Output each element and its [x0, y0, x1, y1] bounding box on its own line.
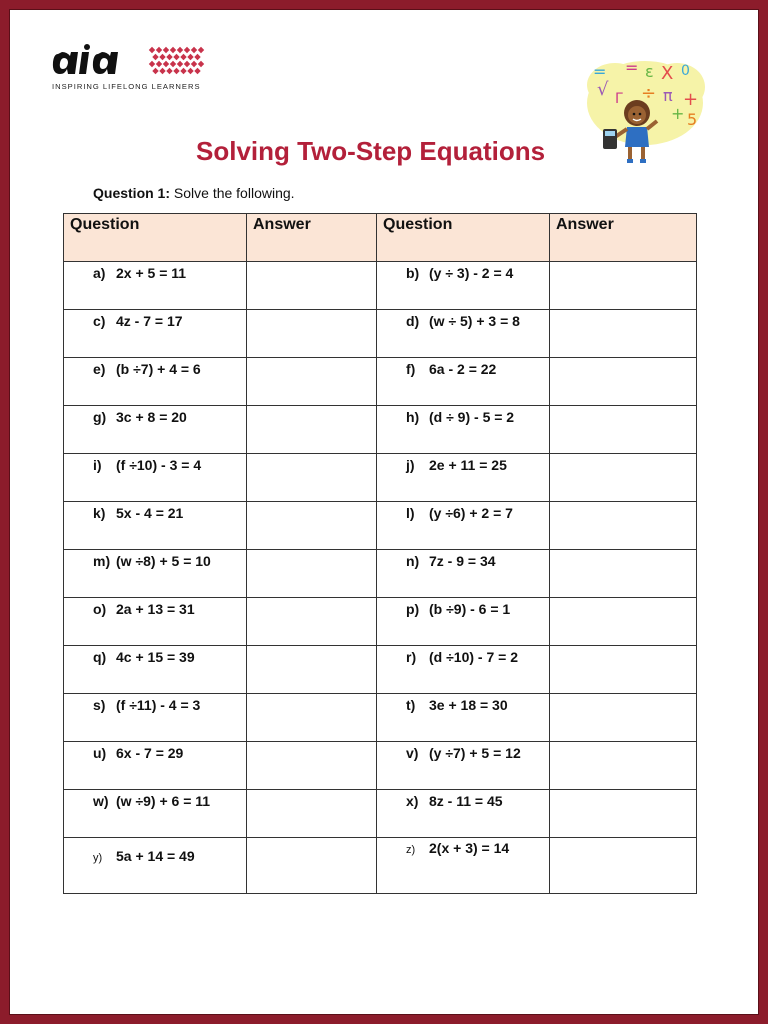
question-cell-right: [377, 742, 550, 790]
question-label: z): [406, 844, 416, 856]
logo-wordmark: [52, 44, 144, 82]
answer-cell-right[interactable]: [550, 598, 697, 646]
table-row: [64, 550, 697, 598]
table-row: [64, 502, 697, 550]
math-girl-clipart-icon: [585, 55, 707, 167]
question-cell-left: [64, 694, 247, 742]
question-cell-left: [64, 598, 247, 646]
question-label: e): [93, 361, 106, 377]
table-row: [64, 646, 697, 694]
answer-cell-left[interactable]: [247, 502, 377, 550]
equation-text: 3c + 8 = 20: [116, 409, 187, 425]
equation-text: 2(x + 3) = 14: [429, 840, 510, 856]
logo-diamond: [180, 54, 186, 60]
equation-text: (w ÷ 5) + 3 = 8: [429, 313, 520, 329]
logo-diamond: [177, 61, 183, 67]
equation: [64, 406, 246, 425]
question-cell-right: [377, 598, 550, 646]
logo-diamond: [187, 68, 193, 74]
equation-text: 2e + 11 = 25: [429, 457, 507, 473]
equation: [377, 646, 549, 665]
equations-table: [63, 213, 697, 894]
logo-diamond: [173, 68, 179, 74]
svg-text:ε: ε: [645, 62, 654, 81]
logo-diamond: [184, 61, 190, 67]
equation: [64, 742, 246, 761]
logo-diamond: [163, 47, 169, 53]
svg-text:=: =: [593, 62, 607, 81]
page-title-text: Solving Two-Step Equations: [196, 136, 546, 166]
equation: [377, 502, 549, 521]
equation-text: (y ÷7) + 5 = 12: [429, 745, 521, 761]
question-cell-right: [377, 550, 550, 598]
table-row: [64, 742, 697, 790]
question-cell-left: [64, 838, 247, 894]
answer-cell-right[interactable]: [550, 406, 697, 454]
question-cell-right: [377, 790, 550, 838]
answer-cell-left[interactable]: [247, 358, 377, 406]
logo-aia-glyphs: [52, 44, 144, 78]
equation-text: (f ÷11) - 4 = 3: [116, 697, 201, 713]
header-answer-right: Answer: [550, 214, 697, 262]
equation: [64, 454, 246, 473]
equation: [377, 598, 549, 617]
question-label: x): [406, 793, 419, 809]
answer-cell-right[interactable]: [550, 502, 697, 550]
equation: [64, 550, 246, 569]
equation: [377, 454, 549, 473]
equation-text: 4z - 7 = 17: [116, 313, 183, 329]
question-label: w): [93, 793, 109, 809]
question-label: r): [406, 649, 417, 665]
equation: [377, 790, 549, 809]
answer-cell-left[interactable]: [247, 646, 377, 694]
question-cell-left: [64, 310, 247, 358]
page-title: [196, 136, 545, 167]
logo-diamond: [152, 54, 158, 60]
question-cell-left: [64, 742, 247, 790]
question-label: m): [93, 553, 111, 569]
question-cell-right: [377, 502, 550, 550]
svg-text:√: √: [597, 79, 609, 100]
equation: [64, 310, 246, 329]
question-cell-right: [377, 358, 550, 406]
question-cell-right: [377, 310, 550, 358]
table-row: [64, 406, 697, 454]
logo-diamond: [177, 47, 183, 53]
equation-text: (y ÷ 3) - 2 = 4: [429, 265, 514, 281]
question-label: u): [93, 745, 107, 761]
question-cell-left: [64, 262, 247, 310]
question-label: l): [406, 505, 415, 521]
equation-text: (y ÷6) + 2 = 7: [429, 505, 513, 521]
equation-text: (f ÷10) - 3 = 4: [116, 457, 202, 473]
question-label: j): [406, 457, 415, 473]
question-label: q): [93, 649, 107, 665]
answer-cell-right[interactable]: [550, 310, 697, 358]
equation-text: 3e + 18 = 30: [429, 697, 508, 713]
answer-cell-left[interactable]: [247, 310, 377, 358]
equation-text: 6a - 2 = 22: [429, 361, 497, 377]
logo-diamond: [163, 61, 169, 67]
logo-diamond: [194, 68, 200, 74]
table-row: [64, 598, 697, 646]
answer-cell-right[interactable]: [550, 454, 697, 502]
logo-diamond: [166, 54, 172, 60]
svg-text:+: +: [683, 89, 699, 110]
question-label: f): [406, 361, 416, 377]
svg-text:π: π: [663, 86, 673, 105]
equation-text: (d ÷ 9) - 5 = 2: [429, 409, 515, 425]
question-label: a): [93, 265, 106, 281]
equation-text: 2x + 5 = 11: [116, 265, 187, 281]
answer-cell-right[interactable]: [550, 646, 697, 694]
equation: [377, 550, 549, 569]
question-label: n): [406, 553, 420, 569]
instruction-text: Solve the following.: [170, 185, 295, 201]
question-label: h): [406, 409, 420, 425]
question-label: g): [93, 409, 107, 425]
svg-text:=: =: [625, 58, 639, 77]
header-question-left: Question: [64, 214, 247, 262]
equation: [377, 358, 549, 377]
equation: [64, 598, 246, 617]
header-question-right: Question: [377, 214, 550, 262]
equation-text: 7z - 9 = 34: [429, 553, 496, 569]
logo-diamond: [152, 68, 158, 74]
svg-text:X: X: [661, 63, 674, 84]
logo-diamond: [149, 47, 155, 53]
answer-cell-left[interactable]: [247, 262, 377, 310]
question-cell-left: [64, 646, 247, 694]
logo-diamond: [149, 61, 155, 67]
equation-text: 2a + 13 = 31: [116, 601, 195, 617]
logo-diamond: [180, 68, 186, 74]
answer-cell-right[interactable]: [550, 550, 697, 598]
logo-diamond-pattern-icon: [148, 46, 206, 76]
logo-diamond: [156, 47, 162, 53]
equation-text: 5x - 4 = 21: [116, 505, 184, 521]
question-cell-right: [377, 694, 550, 742]
question-cell-left: [64, 406, 247, 454]
question-cell-left: [64, 550, 247, 598]
table-header-row: [64, 214, 697, 262]
logo-diamond: [198, 47, 204, 53]
answer-cell-left[interactable]: [247, 406, 377, 454]
header-answer-left: Answer: [247, 214, 377, 262]
equation-text: (b ÷7) + 4 = 6: [116, 361, 201, 377]
question-label: v): [406, 745, 419, 761]
answer-cell-right[interactable]: [550, 742, 697, 790]
equation-text: (b ÷9) - 6 = 1: [429, 601, 511, 617]
logo-diamond: [191, 47, 197, 53]
answer-cell-left[interactable]: [247, 742, 377, 790]
logo-diamond: [198, 61, 204, 67]
table-row: [64, 694, 697, 742]
answer-cell-left[interactable]: [247, 838, 377, 894]
svg-text:+: +: [671, 104, 685, 123]
question-label: y): [93, 852, 103, 864]
instruction-label: Question 1:: [93, 185, 171, 201]
equation: [377, 694, 549, 713]
equation: [377, 310, 549, 329]
equation: [64, 694, 246, 713]
question-cell-left: [64, 454, 247, 502]
equation-text: 5a + 14 = 49: [116, 848, 195, 864]
equation: [64, 838, 246, 864]
logo-diamond: [191, 61, 197, 67]
answer-cell-right[interactable]: [550, 838, 697, 894]
logo-diamond: [194, 54, 200, 60]
equation-text: (w ÷8) + 5 = 10: [116, 553, 211, 569]
equation: [64, 790, 246, 809]
answer-cell-right[interactable]: [550, 262, 697, 310]
answer-cell-left[interactable]: [247, 694, 377, 742]
question-cell-left: [64, 790, 247, 838]
equation: [377, 262, 549, 281]
svg-text:÷: ÷: [641, 83, 657, 104]
answer-cell-left[interactable]: [247, 550, 377, 598]
question-cell-left: [64, 502, 247, 550]
equation-text: 4c + 15 = 39: [116, 649, 195, 665]
instruction: [93, 185, 295, 201]
logo-diamond: [156, 61, 162, 67]
question-cell-left: [64, 358, 247, 406]
svg-text:5: 5: [687, 110, 698, 129]
logo-diamond: [170, 61, 176, 67]
answer-cell-right[interactable]: [550, 790, 697, 838]
answer-cell-left[interactable]: [247, 454, 377, 502]
table-row: [64, 838, 697, 894]
question-cell-right: [377, 646, 550, 694]
equation: [64, 358, 246, 377]
equation: [377, 838, 549, 856]
equation: [64, 646, 246, 665]
table-row: [64, 358, 697, 406]
question-label: p): [406, 601, 420, 617]
logo-diamond: [159, 68, 165, 74]
question-label: c): [93, 313, 106, 329]
logo-diamond: [173, 54, 179, 60]
question-cell-right: [377, 406, 550, 454]
table-row: [64, 454, 697, 502]
question-cell-right: [377, 262, 550, 310]
question-label: i): [93, 457, 102, 473]
question-label: b): [406, 265, 420, 281]
question-label: t): [406, 697, 416, 713]
equation: [377, 742, 549, 761]
answer-cell-right[interactable]: [550, 694, 697, 742]
svg-text:Γ: Γ: [615, 91, 623, 107]
logo-diamond: [166, 68, 172, 74]
logo-diamond: [170, 47, 176, 53]
question-cell-right: [377, 454, 550, 502]
equation-text: 8z - 11 = 45: [429, 793, 503, 809]
equation: [64, 262, 246, 281]
question-label: o): [93, 601, 107, 617]
answer-cell-right[interactable]: [550, 358, 697, 406]
table-row: [64, 790, 697, 838]
equation: [64, 502, 246, 521]
table-row: [64, 310, 697, 358]
logo-diamond: [159, 54, 165, 60]
logo-tagline: INSPIRING LIFELONG LEARNERS: [52, 82, 201, 91]
table-row: [64, 262, 697, 310]
equation-text: (w ÷9) + 6 = 11: [116, 793, 211, 809]
equation-text: 6x - 7 = 29: [116, 745, 184, 761]
logo-diamond: [187, 54, 193, 60]
question-cell-right: [377, 838, 550, 894]
question-label: s): [93, 697, 106, 713]
aia-logo: [52, 44, 222, 94]
question-label: d): [406, 313, 420, 329]
logo-diamond: [184, 47, 190, 53]
equation: [377, 406, 549, 425]
equation-text: (d ÷10) - 7 = 2: [429, 649, 518, 665]
question-label: k): [93, 505, 106, 521]
answer-cell-left[interactable]: [247, 598, 377, 646]
svg-text:0: 0: [681, 63, 690, 79]
answer-cell-left[interactable]: [247, 790, 377, 838]
